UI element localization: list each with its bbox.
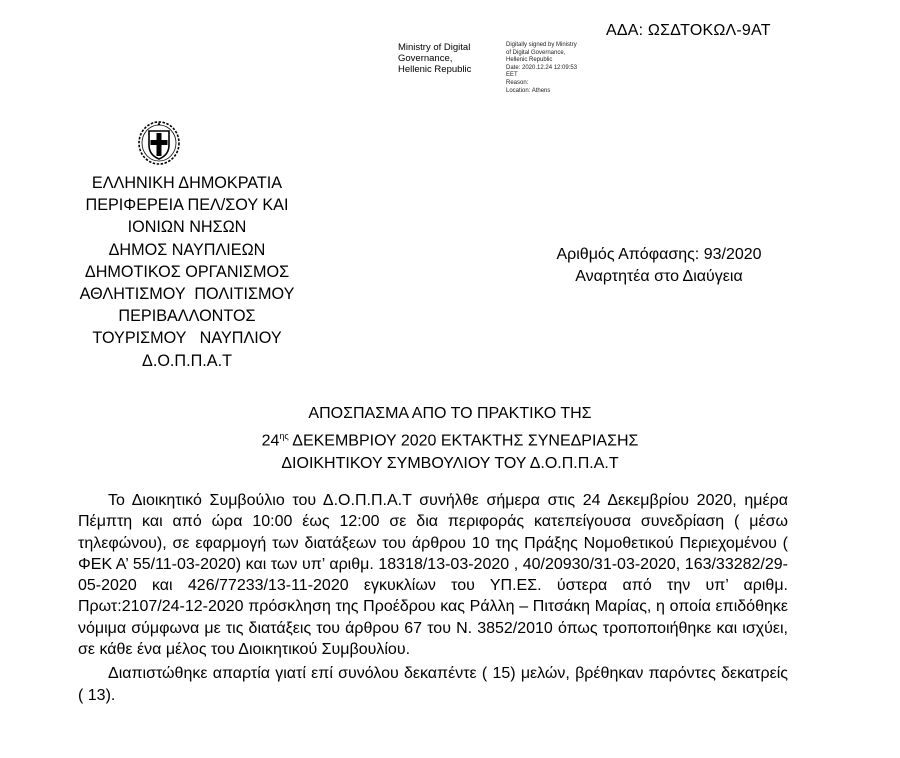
signature-signer	[398, 42, 508, 75]
signature-detail-line: Hellenic Republic	[506, 57, 553, 64]
signature-signer-line: Ministry of Digital	[398, 42, 471, 53]
signature-detail-line: Location: Athens	[506, 87, 551, 94]
body-paragraph: Διαπιστώθηκε απαρτία γιατί επί συνόλου δεκαπέντε ( 15) μελών, βρέθηκαν παρόντες δεκατρείς ( 13).	[78, 665, 788, 704]
document-heading	[140, 402, 760, 475]
issuer-line: ΔΗΜΟΤΙΚΟΣ ΟΡΓΑΝΙΣΜΟΣ	[84, 262, 290, 281]
ada-code: ΑΔΑ: ΩΣΔΤΟΚΩΛ-9ΑΤ	[606, 22, 771, 39]
issuer-line: ΔΗΜΟΣ ΝΑΥΠΛΙΕΩΝ	[108, 240, 266, 259]
heading-line	[140, 425, 760, 452]
issuer-line: ΠΕΡΙΦΕΡΕΙΑ ΠΕΛ/ΣΟΥ ΚΑΙ	[85, 196, 289, 215]
signature-detail-line: EET	[506, 72, 518, 79]
signature-signer-line: Hellenic Republic	[398, 64, 472, 75]
body-paragraph: Το Διοικητικό Συμβούλιο του Δ.Ο.Π.Π.Α.Τ συνήλθε σήμερα στις 24 Δεκεμβρίου 2020, ημέρα Πέμπτη και από ώρα 10:00 έως 12:00 σε δια περιφοράς κατεπείγουσα συνεδρίαση ( μέσω τηλεφώνου), σε εφαρμογή των διατάξεων του άρθρου 10 της Πράξης Νομοθετικού Περιεχομένου ( ΦΕΚ Α’ 55/11-03-2020) και των υπ’ αριθμ. 18318/13-03-2020 , 40/20930/31-03-2020, 163/33282/29-05-2020 και 426/77233/13-11-2020 εγκυκλίων του ΥΠ.ΕΣ. ύστερα από την υπ’ αριθμ. Πρωτ:2107/24-12-2020 πρόσκληση της Προέδρου κας Ράλλη – Πιτσάκη Μαρίας, η οποία επιδόθηκε νόμιμα σύμφωνα με τις διατάξεις του άρθρου 67 του Ν. 3852/2010 όπως τροποποιήθηκε και ισχύει, σε κάθε ένα μέλος του Διοικητικού Συμβουλίου.	[78, 492, 788, 659]
decision-block	[528, 244, 790, 288]
heading-line: ΑΠΟΣΠΑΣΜΑ ΑΠΟ ΤΟ ΠΡΑΚΤΙΚΟ ΤΗΣ	[308, 405, 592, 422]
signature-detail-line: Digitally signed by Ministry	[506, 42, 577, 48]
issuer-line: ΠΕΡΙΒΑΛΛΟΝΤΟΣ	[118, 307, 256, 326]
issuer-line: ΑΘΛΗΤΙΣΜΟΥ ΠΟΛΙΤΙΣΜΟΥ	[79, 285, 295, 304]
heading-line: ΔΙΟΙΚΗΤΙΚΟΥ ΣΥΜΒΟΥΛΙΟΥ ΤΟΥ Δ.Ο.Π.Π.Α.Τ	[281, 455, 619, 473]
signature-signer-line: Governance,	[398, 53, 453, 64]
issuer-block	[40, 172, 334, 372]
signature-detail-line: Date: 2020.12.24 12:09:53	[506, 64, 578, 71]
publication-note: Αναρτητέα στο Διαύγεια	[575, 268, 743, 285]
minutes-body	[78, 490, 788, 706]
issuer-line: ΤΟΥΡΙΣΜΟΥ ΝΑΥΠΛΙΟΥ	[92, 329, 282, 348]
heading-date-rest: ΔΕΚΕΜΒΡΙΟΥ 2020 ΕΚΤΑΚΤΗΣ ΣΥΝΕΔΡΙΑΣΗΣ	[288, 432, 639, 450]
greek-emblem-icon	[137, 119, 181, 165]
heading-date-suffix: ης	[279, 431, 289, 441]
issuer-line: ΕΛΛΗΝΙΚΗ ΔΗΜΟΚΡΑΤΙΑ	[91, 174, 283, 192]
signature-detail-line: of Digital Governance,	[506, 49, 566, 56]
signature-detail-line: Reason:	[506, 79, 529, 86]
decision-number: Αριθμός Απόφασης: 93/2020	[556, 246, 762, 263]
heading-date-day: 24	[261, 432, 280, 450]
signature-details	[506, 42, 616, 95]
issuer-line: Δ.Ο.Π.Π.Α.Τ	[142, 351, 232, 370]
issuer-line: ΙΟΝΙΩΝ ΝΗΣΩΝ	[127, 218, 247, 237]
